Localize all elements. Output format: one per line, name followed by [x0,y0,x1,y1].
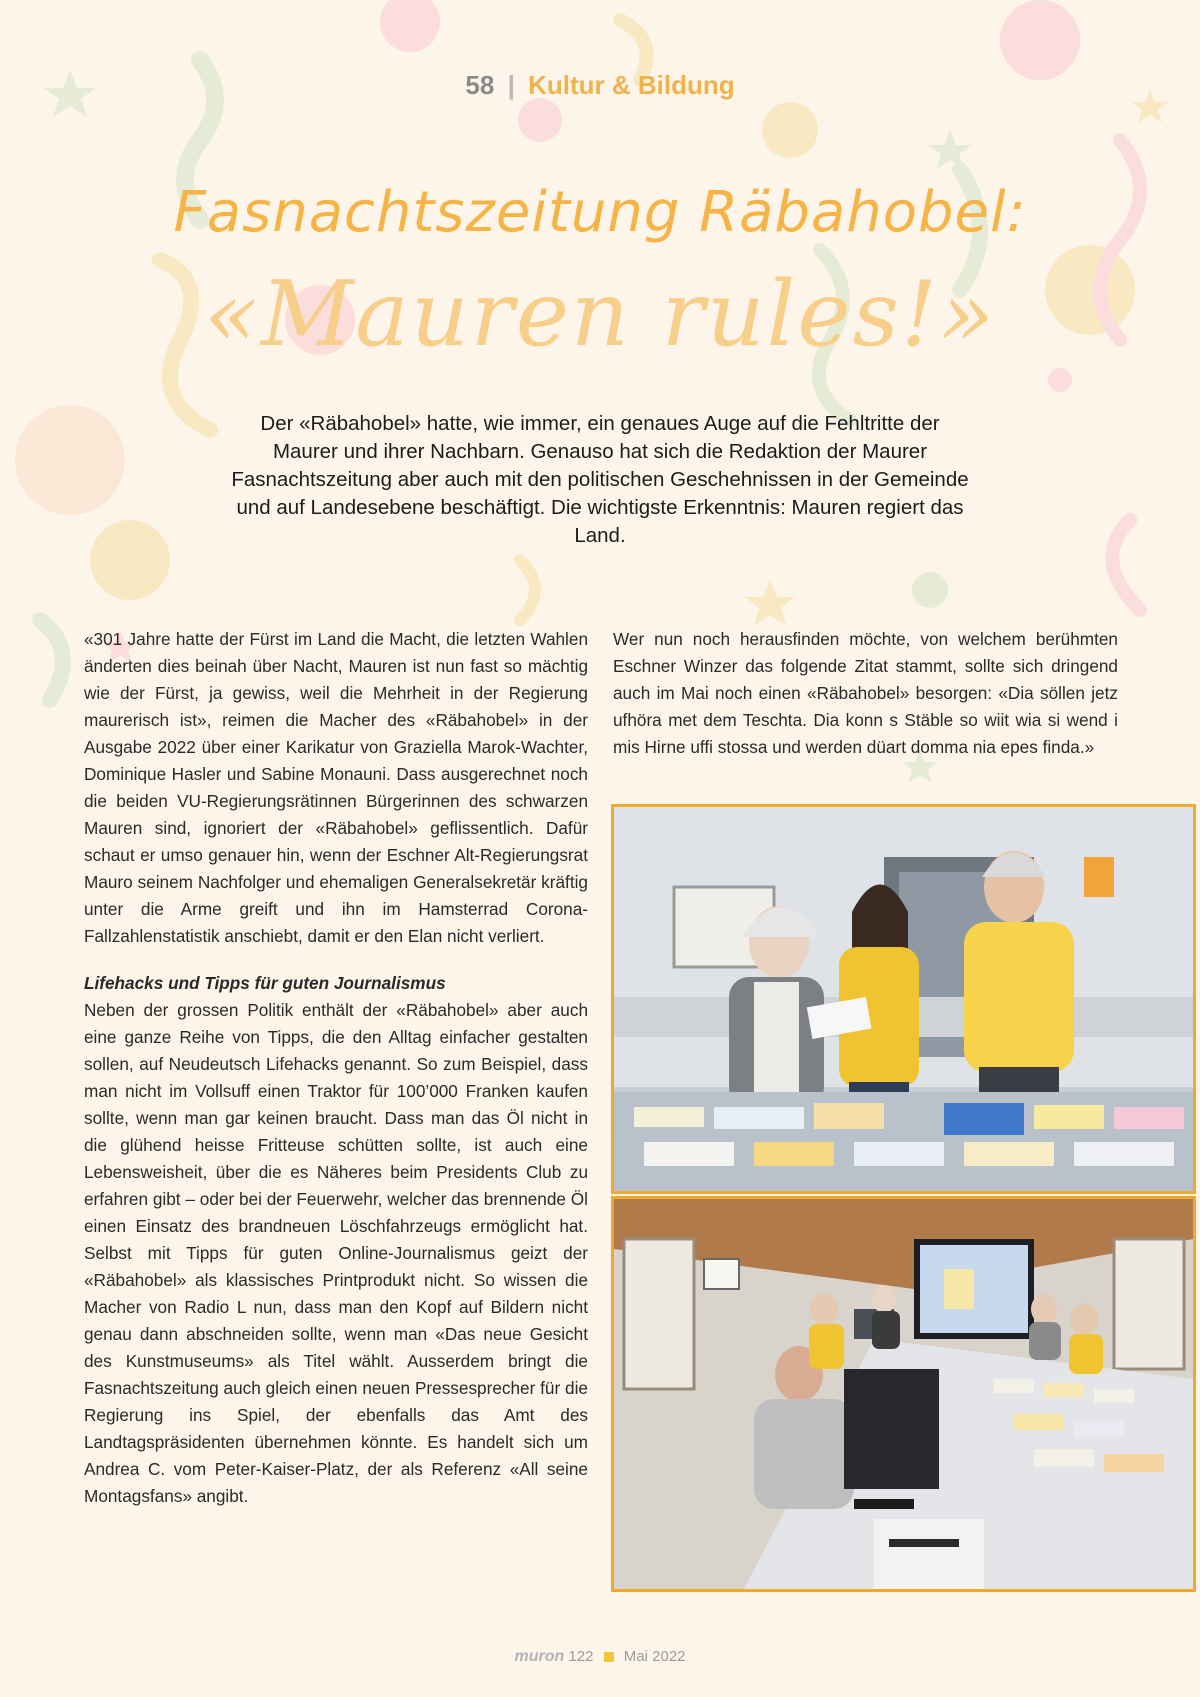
body-paragraph: Neben der grossen Politik enthält der «Räbahobel» aber auch eine ganze Reihe von Tipps, die den Alltag einfacher gestalten sollen, auf Neudeutsch Lifehacks genannt. So zum Beispiel, dass man nicht im Vollsuff einen Traktor für 100’000 Franken kaufen sollte, wenn man gar keinen braucht. Dass man das Öl nicht in die glühend heisse Fritteuse schütten sollte, ist auch eine Lebensweisheit, über die es Näheres beim Presidents Club zu erfahren gibt – oder bei der Feuerwehr, welcher das brennende Öl einen Einsatz des brandneuen Löschfahrzeugs ermöglicht hat. Selbst mit Tipps für guten Online-Journalismus geizt der «Räbahobel» als klassisches Printprodukt nicht. So wissen die Macher von Radio L nun, dass man den Kopf auf Bildern nicht genau dann abschneiden sollte, wenn man «Das neue Gesicht des Kunstmuseums» als Titel wählt. Ausserdem bringt die Fasnachtszeitung auch gleich einen neuen Pressesprecher für die Regierung ins Spiel, der ebenfalls das Amt des Landtagspräsidenten übernehmen könnte. Es handelt sich um Andrea C. vom Peter-Kaiser-Platz, der als Referenz «All seine Montagsfans» angibt. [84,1000,588,1506]
magazine-name: muron [514,1648,565,1665]
body-paragraph: Wer nun noch herausfinden möchte, von welchem berühmten Eschner Winzer das folgende Zitat stammt, sollte sich dringend auch im Mai noch einen «Räbahobel» besorgen: «Dia söllen jetz ufhöra met dem Teschta. Dia konn s Stäble so wiit wia si wend i mis Hirne uffi stossa und werden düart domma nia epes finda.» [613,629,1118,757]
body-paragraph: «301 Jahre hatte der Fürst im Land die Macht, die letzten Wahlen änderten dies beinah über Nacht, Mauren ist nun fast so mächtig wie der Fürst, ja gewiss, weil die Mehrheit in der Regierung maurerisch ist», reimen die Macher des «Räbahobel» in der Ausgabe 2022 über einer Karikatur von Graziella Marok-Wachter, Dominique Hasler und Sabine Monauni. Dass ausgerechnet noch die beiden VU-Regierungsrätinnen Bürgerinnen des schwarzen Mauren sind, ignoriert der «Räbahobel» geflissentlich. Dafür schaut er umso genauer hin, wenn der Eschner Alt-Regierungsrat Mauro seinem Nachfolger und ehemaligen Generalsekretär kräftig unter die Arme greift und ihn im Hamsterrad Corona-Fallzahlenstatistik anschiebt, damit er den Elan nicht verliert. [84,629,588,946]
page-footer [0,1648,1200,1666]
page-number: 58 [465,70,495,100]
page-header [0,70,1200,101]
article-title-script: «Mauren rules!» [203,262,997,367]
photo-editorial-meeting-standing [611,804,1196,1194]
article-title: Fasnachtszeitung Räbahobel: [173,180,1027,245]
header-separator: | [507,70,515,100]
issue-date: Mai 2022 [623,1648,686,1665]
issue-number: 122 [568,1648,594,1665]
section-name: Kultur & Bildung [528,70,735,100]
subheading: Lifehacks und Tipps für guten Journalismus [84,973,446,993]
body-column-left [84,626,588,1510]
photo-editorial-meeting-seated [611,1196,1196,1592]
article-lead: Der «Räbahobel» hatte, wie immer, ein genaues Auge auf die Fehltritte der Maurer und ihrer Nachbarn. Genauso hat sich die Redaktion der Maurer Fasnachtszeitung aber auch mit den politischen Geschehnissen in der Gemeinde und auf Landesebene beschäftigt. Die wichtigste Erkenntnis: Mauren regiert das Land. [231,412,969,547]
body-column-right [613,626,1118,761]
footer-square-icon [604,1652,614,1662]
